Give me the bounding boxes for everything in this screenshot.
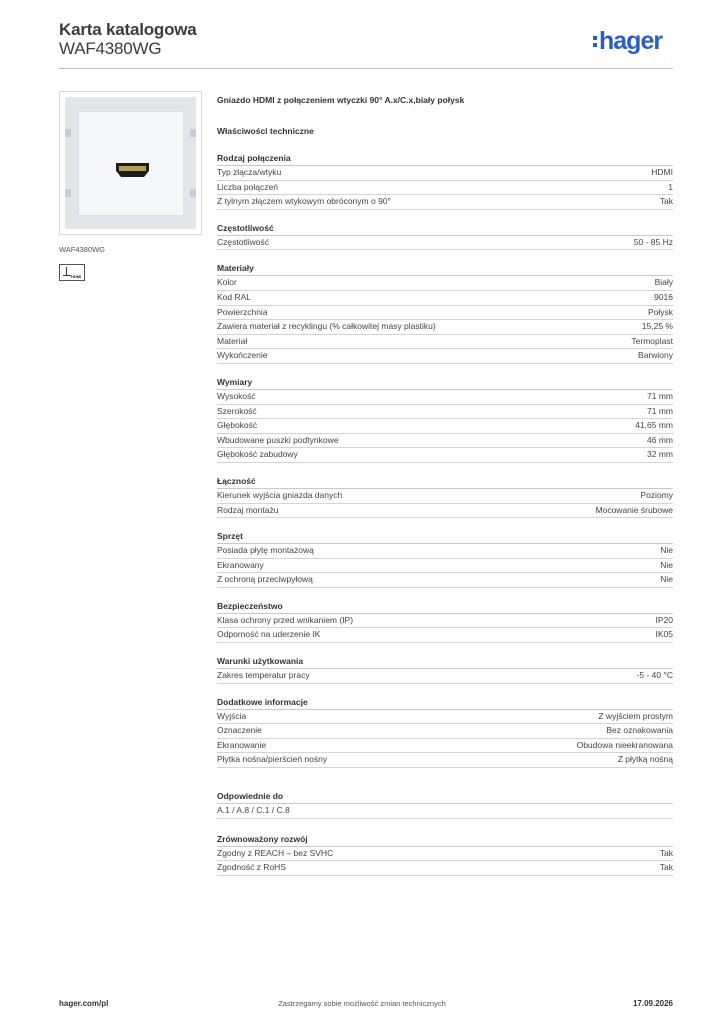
row-value: IK05 (655, 629, 673, 640)
table-row (217, 405, 673, 420)
row-value: Tak (659, 847, 673, 858)
row-label: Wyjścia (217, 710, 247, 721)
product-image (59, 91, 202, 235)
section-heading: Odpowiednie do (217, 791, 284, 802)
row-label: Kod RAL (217, 291, 252, 302)
table-row (217, 669, 673, 684)
table-row (217, 434, 673, 449)
row-label: Powierzchnia (217, 306, 268, 317)
footer-website-link[interactable]: hager.com/pl (59, 999, 109, 1008)
row-value: Tak (659, 196, 673, 207)
row-value: 71 mm (647, 390, 673, 401)
header-divider (59, 68, 673, 69)
section-heading: Dodatkowe informacje (217, 696, 308, 707)
row-value: Nie (660, 559, 673, 570)
property-section (217, 475, 673, 518)
row-label: Płytka nośna/pierścień nośny (217, 754, 328, 765)
property-section (217, 152, 673, 210)
table-row (217, 559, 673, 574)
section-heading: Warunki użytkowania (217, 656, 304, 667)
row-label: Głębokość (217, 420, 258, 431)
table-row (217, 739, 673, 754)
table-row (217, 181, 673, 196)
technical-sheet (217, 95, 673, 876)
row-label: A.1 / A.8 / C.1 / C.8 (217, 805, 290, 816)
table-row (217, 166, 673, 181)
row-value: IP20 (655, 614, 673, 625)
row-label: Zgodny z REACH – bez SVHC (217, 847, 334, 858)
row-value: Poziomy (640, 489, 673, 500)
table-row (217, 710, 673, 725)
row-label: Z ochroną przeciwpyłową (217, 574, 313, 585)
property-section (217, 600, 673, 643)
table-row (217, 448, 673, 463)
section-heading: Łączność (217, 475, 256, 486)
table-row (217, 349, 673, 364)
footer-disclaimer: Zastrzegamy sobie możliwość zmian technicznych (278, 999, 446, 1008)
table-row (217, 628, 673, 643)
row-label: Kolor (217, 277, 237, 288)
table-row (217, 335, 673, 350)
footer-date: 17.09.2026 (632, 999, 673, 1008)
hdmi-port-icon (116, 163, 149, 177)
row-label: Rodzaj montażu (217, 504, 279, 515)
row-label: Ekranowanie (217, 739, 267, 750)
row-value: 41,65 mm (635, 420, 673, 431)
property-section (217, 222, 673, 251)
suitable-section (217, 790, 673, 819)
row-value: 71 mm (647, 405, 673, 416)
row-value: Nie (660, 545, 673, 556)
row-value: Obudowa nieekranowana (576, 739, 673, 750)
property-section (217, 696, 673, 768)
property-section (217, 376, 673, 463)
table-row (217, 320, 673, 335)
table-row (217, 753, 673, 768)
row-label: Klasa ochrony przed wnikaniem (IP) (217, 614, 354, 625)
row-value: 50 - 85 Hz (633, 236, 673, 247)
row-value: 9016 (654, 291, 673, 302)
table-row (217, 504, 673, 519)
table-row (217, 306, 673, 321)
row-value: Bez oznakowania (606, 725, 673, 736)
table-row (217, 195, 673, 210)
row-value: 32 mm (647, 449, 673, 460)
row-label: Odporność na uderzenie IK (217, 629, 321, 640)
row-value: Mocowanie śrubowe (595, 504, 673, 515)
logo-dots-icon (593, 36, 597, 47)
row-value: Tak (659, 862, 673, 873)
property-section (217, 530, 673, 588)
table-row (217, 544, 673, 559)
section-heading: Materiały (217, 263, 254, 274)
table-row (217, 724, 673, 739)
row-label: Posiada płytę montażową (217, 545, 314, 556)
property-section (217, 262, 673, 364)
section-heading: Bezpieczeństwo (217, 600, 283, 611)
frame-slot (190, 189, 196, 197)
row-value: Z wyjściem prostym (598, 710, 673, 721)
row-label: Liczba połączeń (217, 181, 278, 192)
table-row (217, 489, 673, 504)
row-value: Barwiony (638, 350, 673, 361)
row-value: Termoplast (631, 335, 673, 346)
row-label: Wbudowane puszki podtynkowe (217, 434, 339, 445)
row-value: 46 mm (647, 434, 673, 445)
row-label: Zawiera materiał z recyklingu (% całkowitej masy plastiku) (217, 321, 436, 332)
row-value: HDMI (651, 167, 673, 177)
hdmi-symbol-label: HDMI (71, 274, 82, 279)
table-row (217, 236, 673, 251)
table-row (217, 419, 673, 434)
row-value: 15,25 % (641, 321, 673, 332)
section-heading: Zrównoważony rozwój (217, 833, 308, 844)
document-title: Karta katalogowa (59, 20, 197, 39)
row-label: Materiał (217, 335, 248, 346)
row-label: Ekranowany (217, 559, 264, 570)
product-code: WAF4380WG (59, 39, 162, 58)
row-value: Biały (654, 277, 673, 288)
table-row (217, 291, 673, 306)
row-label: Z tylnym złączem wtykowym obróconym o 90° (217, 196, 391, 207)
image-caption: WAF4380WG (59, 245, 105, 254)
logo-text: hager (599, 26, 663, 55)
row-label: Oznaczenie (217, 725, 262, 736)
row-label: Zgodność z RoHS (217, 862, 286, 873)
sustainability-section (217, 833, 673, 876)
row-label: Szerokość (217, 405, 257, 416)
row-label: Wykończenie (217, 350, 268, 361)
hager-logo[interactable] (593, 26, 662, 56)
row-value: Nie (660, 574, 673, 585)
row-value: Połysk (647, 306, 673, 317)
product-description: Gniazdo HDMI z połączeniem wtyczki 90° A.x/C.x,biały połysk (217, 95, 465, 105)
row-value: 1 (668, 181, 673, 192)
technical-properties-heading: Właściwości techniczne (217, 126, 314, 136)
table-row (217, 847, 673, 862)
socket-insert (79, 112, 183, 215)
hdmi-symbol-icon (59, 264, 85, 281)
section-heading: Częstotliwość (217, 222, 274, 233)
table-row (217, 804, 673, 819)
frame-slot (65, 189, 71, 197)
table-row (217, 573, 673, 588)
table-row (217, 390, 673, 405)
row-label: Zakres temperatur pracy (217, 670, 310, 681)
section-heading: Wymiary (217, 376, 253, 387)
frame-slot (65, 129, 71, 137)
table-row (217, 276, 673, 291)
table-row (217, 614, 673, 629)
row-label: Kierunek wyjścia gniazda danych (217, 489, 343, 500)
row-value: Z płytką nośną (617, 754, 673, 765)
frame-slot (190, 129, 196, 137)
row-value: -5 - 40 °C (636, 670, 673, 681)
property-section (217, 655, 673, 684)
row-label: Typ złącza/wtyku (217, 167, 282, 177)
section-heading: Rodzaj połączenia (217, 153, 291, 163)
section-heading: Sprzęt (217, 531, 243, 542)
row-label: Częstotliwość (217, 236, 269, 247)
row-label: Głębokość zabudowy (217, 449, 298, 460)
property-sections (217, 152, 673, 768)
table-row (217, 861, 673, 876)
row-label: Wysokość (217, 390, 256, 401)
socket-frame (65, 97, 196, 229)
